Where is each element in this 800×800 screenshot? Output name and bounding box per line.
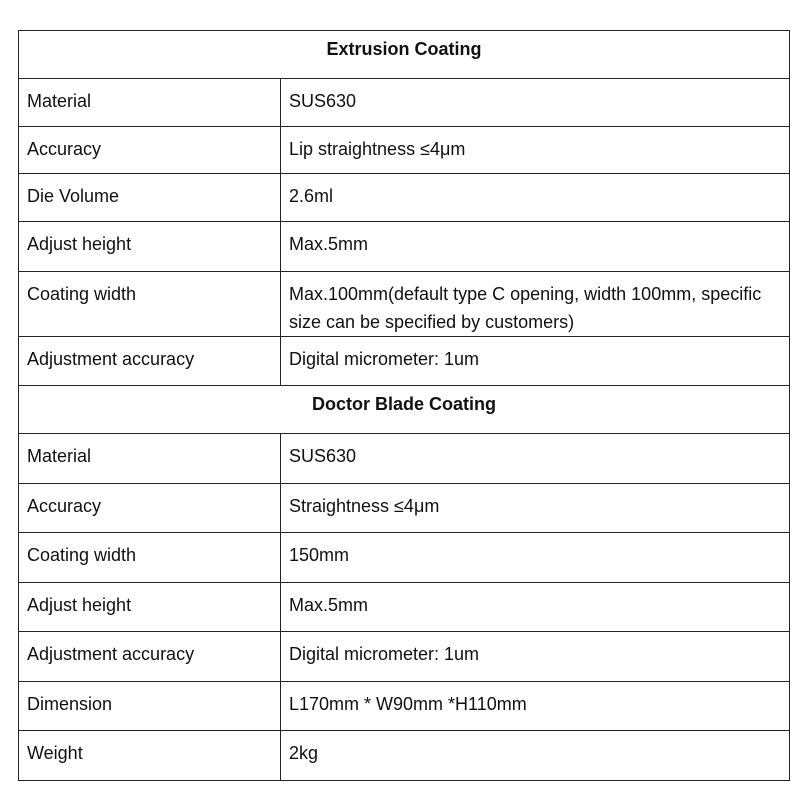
row-label: Material — [19, 434, 281, 484]
table-row — [19, 533, 790, 583]
row-label: Coating width — [19, 272, 281, 337]
table-row — [19, 272, 790, 337]
spec-table-body — [19, 31, 790, 781]
table-row — [19, 337, 790, 386]
row-value: SUS630 — [281, 434, 790, 484]
row-value: 2kg — [281, 731, 790, 781]
row-label: Adjustment accuracy — [19, 632, 281, 682]
row-label: Accuracy — [19, 127, 281, 174]
row-value: Lip straightness ≤4μm — [281, 127, 790, 174]
row-label: Adjust height — [19, 583, 281, 632]
table-row — [19, 174, 790, 222]
row-label: Accuracy — [19, 484, 281, 533]
row-label: Weight — [19, 731, 281, 781]
section-header-row — [19, 386, 790, 434]
row-label: Die Volume — [19, 174, 281, 222]
row-label: Material — [19, 79, 281, 127]
row-label: Coating width — [19, 533, 281, 583]
row-value: 150mm — [281, 533, 790, 583]
table-row — [19, 583, 790, 632]
row-value: Straightness ≤4μm — [281, 484, 790, 533]
table-row — [19, 682, 790, 731]
row-value: Digital micrometer: 1um — [281, 632, 790, 682]
section-title-doctor-blade-coating: Doctor Blade Coating — [19, 386, 790, 434]
table-row — [19, 222, 790, 272]
row-value: SUS630 — [281, 79, 790, 127]
section-header-row — [19, 31, 790, 79]
row-value: L170mm * W90mm *H110mm — [281, 682, 790, 731]
row-value: Max.100mm(default type C opening, width 100mm, specific size can be specified by customers) — [281, 272, 790, 337]
row-label: Adjust height — [19, 222, 281, 272]
row-label: Adjustment accuracy — [19, 337, 281, 386]
table-row — [19, 731, 790, 781]
spec-table — [18, 30, 790, 781]
row-value: Max.5mm — [281, 222, 790, 272]
section-title-extrusion-coating: Extrusion Coating — [19, 31, 790, 79]
row-value: Digital micrometer: 1um — [281, 337, 790, 386]
row-label: Dimension — [19, 682, 281, 731]
table-row — [19, 484, 790, 533]
row-value: Max.5mm — [281, 583, 790, 632]
table-row — [19, 632, 790, 682]
row-value: 2.6ml — [281, 174, 790, 222]
table-row — [19, 79, 790, 127]
table-row — [19, 127, 790, 174]
table-row — [19, 434, 790, 484]
